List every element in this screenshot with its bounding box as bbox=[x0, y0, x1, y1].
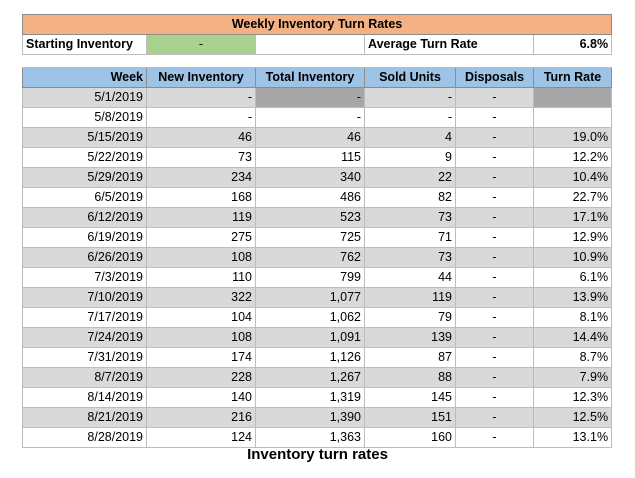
total-inventory-cell[interactable]: - bbox=[256, 108, 365, 128]
turn-rate-cell[interactable]: 12.9% bbox=[534, 228, 612, 248]
turn-rate-cell[interactable]: 19.0% bbox=[534, 128, 612, 148]
disposals-cell[interactable]: - bbox=[456, 368, 534, 388]
starting-inventory-label: Starting Inventory bbox=[23, 35, 147, 55]
new-inventory-cell[interactable]: 124 bbox=[147, 428, 256, 448]
new-inventory-cell[interactable]: - bbox=[147, 88, 256, 108]
week-cell[interactable]: 7/3/2019 bbox=[23, 268, 147, 288]
new-inventory-cell[interactable]: 46 bbox=[147, 128, 256, 148]
sold-units-cell[interactable]: 9 bbox=[365, 148, 456, 168]
total-inventory-cell[interactable]: 523 bbox=[256, 208, 365, 228]
table-row bbox=[23, 288, 612, 308]
header-row bbox=[23, 68, 612, 88]
total-inventory-cell[interactable]: - bbox=[256, 88, 365, 108]
turn-rate-cell[interactable]: 10.4% bbox=[534, 168, 612, 188]
week-cell[interactable]: 7/10/2019 bbox=[23, 288, 147, 308]
col-new-inventory[interactable]: New Inventory bbox=[147, 68, 256, 88]
sold-units-cell[interactable]: 88 bbox=[365, 368, 456, 388]
col-turn-rate[interactable]: Turn Rate bbox=[534, 68, 612, 88]
new-inventory-cell[interactable]: 104 bbox=[147, 308, 256, 328]
sold-units-cell[interactable]: 73 bbox=[365, 208, 456, 228]
col-sold-units[interactable]: Sold Units bbox=[365, 68, 456, 88]
table-row bbox=[23, 168, 612, 188]
turn-rate-cell[interactable]: 17.1% bbox=[534, 208, 612, 228]
disposals-cell[interactable]: - bbox=[456, 328, 534, 348]
disposals-cell[interactable]: - bbox=[456, 348, 534, 368]
week-cell[interactable]: 5/8/2019 bbox=[23, 108, 147, 128]
total-inventory-cell[interactable]: 46 bbox=[256, 128, 365, 148]
turn-rate-cell[interactable]: 12.5% bbox=[534, 408, 612, 428]
week-cell[interactable]: 6/26/2019 bbox=[23, 248, 147, 268]
table-row bbox=[23, 308, 612, 328]
total-inventory-cell[interactable]: 486 bbox=[256, 188, 365, 208]
table-row bbox=[23, 88, 612, 108]
week-cell[interactable]: 5/1/2019 bbox=[23, 88, 147, 108]
week-cell[interactable]: 7/24/2019 bbox=[23, 328, 147, 348]
sold-units-cell[interactable]: 73 bbox=[365, 248, 456, 268]
sold-units-cell[interactable]: 82 bbox=[365, 188, 456, 208]
sold-units-cell[interactable]: - bbox=[365, 88, 456, 108]
table-row bbox=[23, 188, 612, 208]
total-inventory-cell[interactable]: 340 bbox=[256, 168, 365, 188]
total-inventory-cell[interactable]: 1,319 bbox=[256, 388, 365, 408]
disposals-cell[interactable]: - bbox=[456, 108, 534, 128]
table-row bbox=[23, 428, 612, 448]
total-inventory-cell[interactable]: 1,077 bbox=[256, 288, 365, 308]
turn-rate-cell[interactable]: 22.7% bbox=[534, 188, 612, 208]
disposals-cell[interactable]: - bbox=[456, 188, 534, 208]
week-cell[interactable]: 7/17/2019 bbox=[23, 308, 147, 328]
week-cell[interactable]: 5/15/2019 bbox=[23, 128, 147, 148]
new-inventory-cell[interactable]: 73 bbox=[147, 148, 256, 168]
disposals-cell[interactable]: - bbox=[456, 428, 534, 448]
new-inventory-cell[interactable]: 140 bbox=[147, 388, 256, 408]
total-inventory-cell[interactable]: 1,267 bbox=[256, 368, 365, 388]
sold-units-cell[interactable]: 151 bbox=[365, 408, 456, 428]
turn-rate-cell[interactable]: 12.2% bbox=[534, 148, 612, 168]
table-row bbox=[23, 348, 612, 368]
turn-rate-cell[interactable]: 7.9% bbox=[534, 368, 612, 388]
sold-units-cell[interactable]: - bbox=[365, 108, 456, 128]
disposals-cell[interactable]: - bbox=[456, 248, 534, 268]
col-disposals[interactable]: Disposals bbox=[456, 68, 534, 88]
starting-inventory-value[interactable]: - bbox=[147, 35, 256, 55]
total-inventory-cell[interactable]: 1,126 bbox=[256, 348, 365, 368]
new-inventory-cell[interactable]: 174 bbox=[147, 348, 256, 368]
inventory-table bbox=[22, 14, 612, 448]
total-inventory-cell[interactable]: 762 bbox=[256, 248, 365, 268]
summary-gap bbox=[256, 35, 365, 55]
sold-units-cell[interactable]: 119 bbox=[365, 288, 456, 308]
sold-units-cell[interactable]: 145 bbox=[365, 388, 456, 408]
turn-rate-cell[interactable]: 6.1% bbox=[534, 268, 612, 288]
turn-rate-cell[interactable] bbox=[534, 88, 612, 108]
new-inventory-cell[interactable]: 110 bbox=[147, 268, 256, 288]
total-inventory-cell[interactable]: 799 bbox=[256, 268, 365, 288]
table-row bbox=[23, 328, 612, 348]
disposals-cell[interactable]: - bbox=[456, 288, 534, 308]
turn-rate-cell[interactable]: 14.4% bbox=[534, 328, 612, 348]
week-cell[interactable]: 6/19/2019 bbox=[23, 228, 147, 248]
average-turn-rate-label: Average Turn Rate bbox=[365, 35, 534, 55]
total-inventory-cell[interactable]: 1,062 bbox=[256, 308, 365, 328]
week-cell[interactable]: 6/12/2019 bbox=[23, 208, 147, 228]
week-cell[interactable]: 5/29/2019 bbox=[23, 168, 147, 188]
total-inventory-cell[interactable]: 1,091 bbox=[256, 328, 365, 348]
sold-units-cell[interactable]: 160 bbox=[365, 428, 456, 448]
average-turn-rate-value[interactable]: 6.8% bbox=[534, 35, 612, 55]
sold-units-cell[interactable]: 44 bbox=[365, 268, 456, 288]
table-row bbox=[23, 128, 612, 148]
table-row bbox=[23, 148, 612, 168]
turn-rate-cell[interactable]: 10.9% bbox=[534, 248, 612, 268]
new-inventory-cell[interactable]: 234 bbox=[147, 168, 256, 188]
table-row bbox=[23, 388, 612, 408]
table-row bbox=[23, 268, 612, 288]
disposals-cell[interactable]: - bbox=[456, 388, 534, 408]
new-inventory-cell[interactable]: 108 bbox=[147, 328, 256, 348]
disposals-cell[interactable]: - bbox=[456, 208, 534, 228]
week-cell[interactable]: 7/31/2019 bbox=[23, 348, 147, 368]
table-row bbox=[23, 108, 612, 128]
disposals-cell[interactable]: - bbox=[456, 268, 534, 288]
sold-units-cell[interactable]: 79 bbox=[365, 308, 456, 328]
disposals-cell[interactable]: - bbox=[456, 148, 534, 168]
col-week[interactable]: Week bbox=[23, 68, 147, 88]
table-row bbox=[23, 248, 612, 268]
sold-units-cell[interactable]: 22 bbox=[365, 168, 456, 188]
new-inventory-cell[interactable]: 228 bbox=[147, 368, 256, 388]
table-row bbox=[23, 208, 612, 228]
week-cell[interactable]: 5/22/2019 bbox=[23, 148, 147, 168]
sold-units-cell[interactable]: 71 bbox=[365, 228, 456, 248]
total-inventory-cell[interactable]: 1,390 bbox=[256, 408, 365, 428]
sold-units-cell[interactable]: 139 bbox=[365, 328, 456, 348]
new-inventory-cell[interactable]: 216 bbox=[147, 408, 256, 428]
new-inventory-cell[interactable]: - bbox=[147, 108, 256, 128]
title-row bbox=[23, 15, 612, 35]
week-cell[interactable]: 8/21/2019 bbox=[23, 408, 147, 428]
disposals-cell[interactable]: - bbox=[456, 128, 534, 148]
table-row bbox=[23, 228, 612, 248]
turn-rate-cell[interactable]: 8.7% bbox=[534, 348, 612, 368]
disposals-cell[interactable]: - bbox=[456, 308, 534, 328]
figure-caption: Inventory turn rates bbox=[247, 446, 388, 463]
week-cell[interactable]: 8/14/2019 bbox=[23, 388, 147, 408]
col-total-inventory[interactable]: Total Inventory bbox=[256, 68, 365, 88]
sold-units-cell[interactable]: 87 bbox=[365, 348, 456, 368]
total-inventory-cell[interactable]: 725 bbox=[256, 228, 365, 248]
table-row bbox=[23, 368, 612, 388]
turn-rate-cell[interactable]: 13.1% bbox=[534, 428, 612, 448]
sheet-title: Weekly Inventory Turn Rates bbox=[23, 15, 612, 35]
spacer-row bbox=[23, 55, 612, 68]
disposals-cell[interactable]: - bbox=[456, 228, 534, 248]
total-inventory-cell[interactable]: 1,363 bbox=[256, 428, 365, 448]
disposals-cell[interactable]: - bbox=[456, 168, 534, 188]
new-inventory-cell[interactable]: 322 bbox=[147, 288, 256, 308]
summary-row bbox=[23, 35, 612, 55]
week-cell[interactable]: 8/7/2019 bbox=[23, 368, 147, 388]
turn-rate-cell[interactable]: 13.9% bbox=[534, 288, 612, 308]
new-inventory-cell[interactable]: 168 bbox=[147, 188, 256, 208]
turn-rate-cell[interactable]: 12.3% bbox=[534, 388, 612, 408]
week-cell[interactable]: 8/28/2019 bbox=[23, 428, 147, 448]
disposals-cell[interactable]: - bbox=[456, 408, 534, 428]
table-row bbox=[23, 408, 612, 428]
inventory-sheet bbox=[22, 14, 611, 448]
new-inventory-cell[interactable]: 108 bbox=[147, 248, 256, 268]
turn-rate-cell[interactable]: 8.1% bbox=[534, 308, 612, 328]
sold-units-cell[interactable]: 4 bbox=[365, 128, 456, 148]
new-inventory-cell[interactable]: 119 bbox=[147, 208, 256, 228]
week-cell[interactable]: 6/5/2019 bbox=[23, 188, 147, 208]
turn-rate-cell[interactable] bbox=[534, 108, 612, 128]
new-inventory-cell[interactable]: 275 bbox=[147, 228, 256, 248]
disposals-cell[interactable]: - bbox=[456, 88, 534, 108]
total-inventory-cell[interactable]: 115 bbox=[256, 148, 365, 168]
